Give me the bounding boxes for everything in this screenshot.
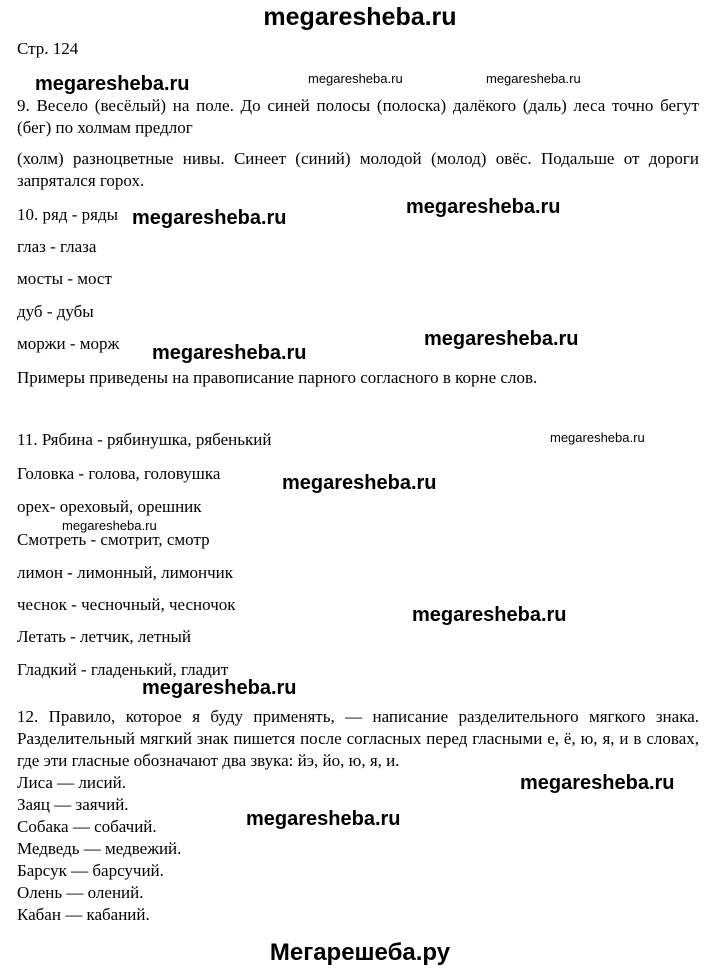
page-reference: Стр. 124 (17, 39, 79, 58)
watermark: megaresheba.ru (282, 472, 437, 494)
task-11-line: Головка - голова, головушка (17, 464, 221, 483)
watermark: megaresheba.ru (550, 430, 645, 445)
watermark: megaresheba.ru (142, 677, 297, 699)
watermark: megaresheba.ru (132, 207, 287, 229)
task-11-line: Гладкий - гладенький, гладит (17, 660, 229, 679)
task-10-note: Примеры приведены на правописание парного согласного в корне слов. (17, 368, 538, 387)
task-10-pair: 10. ряд - ряды (17, 205, 119, 224)
task-12-rule: 12. Правило, которое я буду применять, — написание разделительного мягкого знака. Разделительный мягкий знак пишется после согласных перед гласными е, ё, ю, я, и в словах, где эти гласные обозначают два звука: йэ, йо, ю, я, и. (17, 707, 699, 770)
watermark: megaresheba.ru (246, 808, 401, 830)
task-12-example: Собака — собачий. (17, 817, 157, 836)
task-10-pair: глаз - глаза (17, 237, 97, 256)
task-12-example: Лиса — лисий. (17, 773, 126, 792)
task-11-line: Смотреть - смотрит, смотр (17, 530, 210, 549)
task-11-line: Летать - летчик, летный (17, 627, 191, 646)
task-10-pair: мосты - мост (17, 269, 112, 288)
task-11-line: орех- ореховый, орешник (17, 497, 202, 516)
task-9-text-part1: 9. Весело (весёлый) на поле. До синей полосы (полоска) далёкого (даль) леса точно бегут (бег) по холмам предлог (17, 96, 699, 137)
watermark: megaresheba.ru (412, 604, 567, 626)
watermark: megaresheba.ru (152, 342, 307, 364)
task-12-examples (17, 772, 181, 926)
task-10-pair: моржи - морж (17, 334, 120, 353)
watermark: megaresheba.ru (406, 196, 561, 218)
watermark: megaresheba.ru (308, 71, 403, 86)
watermark: megaresheba.ru (62, 518, 157, 533)
site-header: megaresheba.ru (263, 3, 457, 31)
task-9-text-part2: (холм) разноцветные нивы. Синеет (синий) молодой (молод) овёс. Подальше от дороги запрятался горох. (17, 149, 699, 190)
task-12-example: Медведь — медвежий. (17, 839, 182, 858)
task-11-line: 11. Рябина - рябинушка, рябенький (17, 430, 272, 449)
task-12-example: Заяц — заячий. (17, 795, 129, 814)
watermark: megaresheba.ru (35, 73, 190, 95)
task-10-pair: дуб - дубы (17, 302, 94, 321)
task-11-line: лимон - лимонный, лимончик (17, 563, 233, 582)
watermark: megaresheba.ru (520, 772, 675, 794)
task-12-example: Кабан — кабаний. (17, 905, 150, 924)
task-12-example: Олень — олений. (17, 883, 144, 902)
task-11-line: чеснок - чесночный, чесночок (17, 595, 236, 614)
watermark: megaresheba.ru (424, 328, 579, 350)
task-12-example: Барсук — барсучий. (17, 861, 164, 880)
site-footer: Мегарешеба.ру (269, 939, 451, 966)
watermark: megaresheba.ru (486, 71, 581, 86)
